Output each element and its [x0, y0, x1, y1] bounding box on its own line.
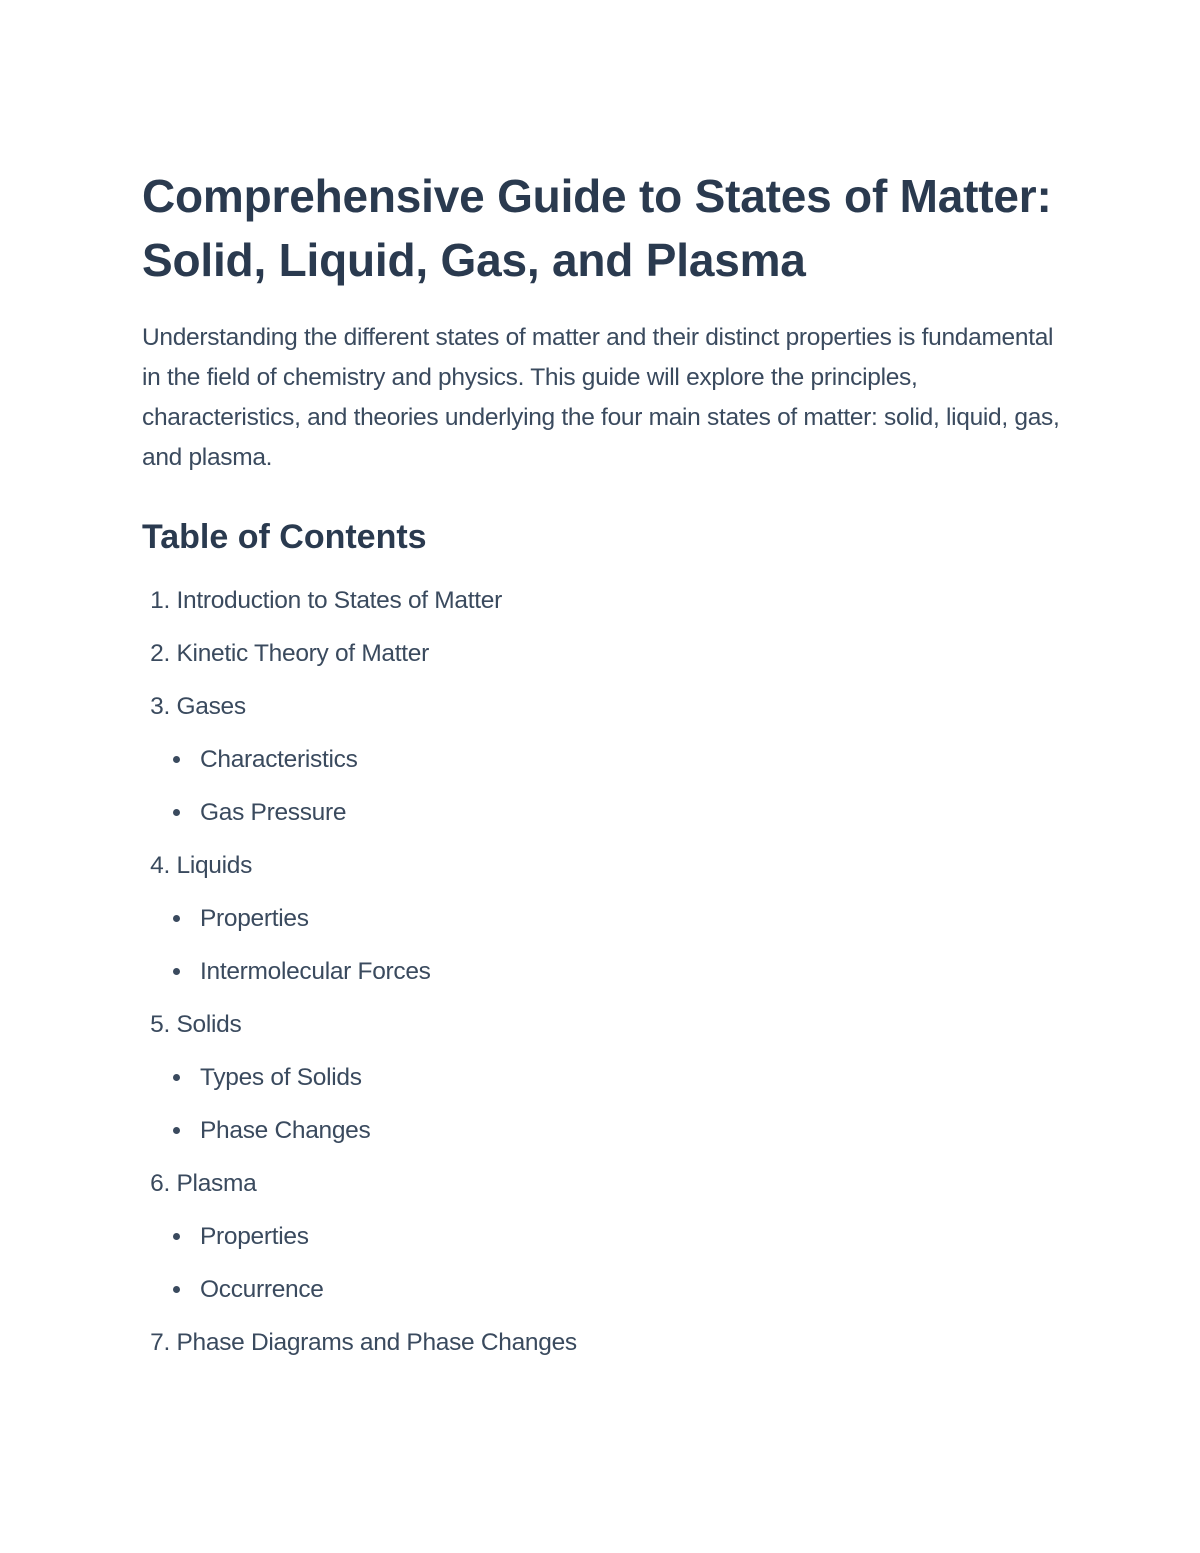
- bullet-icon: [173, 1074, 180, 1081]
- toc-item-solids: [142, 998, 1072, 1157]
- toc-subitem-label: Intermolecular Forces: [200, 958, 431, 985]
- toc-item-number: 7.: [150, 1329, 170, 1356]
- table-of-contents: [142, 574, 1072, 1369]
- toc-subitem-label: Properties: [200, 905, 309, 932]
- toc-sublist: [142, 1210, 1072, 1316]
- bullet-icon: [173, 1286, 180, 1293]
- toc-subitem: [142, 1051, 1072, 1104]
- toc-subitem: [142, 945, 1072, 998]
- toc-subitem: [142, 786, 1072, 839]
- toc-subitem: [142, 1104, 1072, 1157]
- toc-subitem: [142, 1210, 1072, 1263]
- toc-subitem-label: Properties: [200, 1223, 309, 1250]
- toc-sublist: [142, 892, 1072, 998]
- toc-item-label: Liquids: [176, 852, 253, 879]
- toc-item-gases: [142, 680, 1072, 839]
- toc-item-number: 1.: [150, 587, 170, 614]
- toc-item-label: Plasma: [176, 1170, 257, 1197]
- toc-subitem: [142, 1263, 1072, 1316]
- bullet-icon: [173, 756, 180, 763]
- bullet-icon: [173, 1233, 180, 1240]
- toc-sublist: [142, 1051, 1072, 1157]
- page-title: Comprehensive Guide to States of Matter: Solid, Liquid, Gas, and Plasma: [142, 170, 1052, 286]
- toc-item-plasma: [142, 1157, 1072, 1316]
- toc-item-label: Solids: [176, 1011, 242, 1038]
- toc-item-number: 5.: [150, 1011, 170, 1038]
- toc-item-number: 4.: [150, 852, 170, 879]
- toc-item-introduction: [142, 574, 1072, 627]
- toc-subitem: [142, 892, 1072, 945]
- toc-item-number: 6.: [150, 1170, 170, 1197]
- document-page: [142, 164, 1072, 1369]
- toc-item-label: Kinetic Theory of Matter: [176, 640, 429, 667]
- toc-item-number: 3.: [150, 693, 170, 720]
- toc-subitem-label: Phase Changes: [200, 1117, 371, 1144]
- toc-item-kinetic-theory: [142, 627, 1072, 680]
- toc-subitem-label: Occurrence: [200, 1276, 324, 1303]
- toc-item-phase-diagrams: [142, 1316, 1072, 1369]
- toc-item-liquids: [142, 839, 1072, 998]
- toc-sublist: [142, 733, 1072, 839]
- toc-subitem: [142, 733, 1072, 786]
- toc-item-label: Phase Diagrams and Phase Changes: [176, 1329, 577, 1356]
- bullet-icon: [173, 1127, 180, 1134]
- toc-subitem-label: Gas Pressure: [200, 799, 347, 826]
- toc-item-label: Introduction to States of Matter: [176, 587, 502, 614]
- toc-heading: Table of Contents: [142, 518, 427, 556]
- toc-subitem-label: Types of Solids: [200, 1064, 362, 1091]
- intro-paragraph: Understanding the different states of matter and their distinct properties is fundamental in the field of chemistry and physics. This guide will explore the principles, characteristics, and theories underlying the four main states of matter: solid, liquid, gas, and plasma.: [142, 324, 1060, 471]
- bullet-icon: [173, 915, 180, 922]
- toc-item-number: 2.: [150, 640, 170, 667]
- toc-subitem-label: Characteristics: [200, 746, 358, 773]
- bullet-icon: [173, 809, 180, 816]
- toc-item-label: Gases: [176, 693, 246, 720]
- bullet-icon: [173, 968, 180, 975]
